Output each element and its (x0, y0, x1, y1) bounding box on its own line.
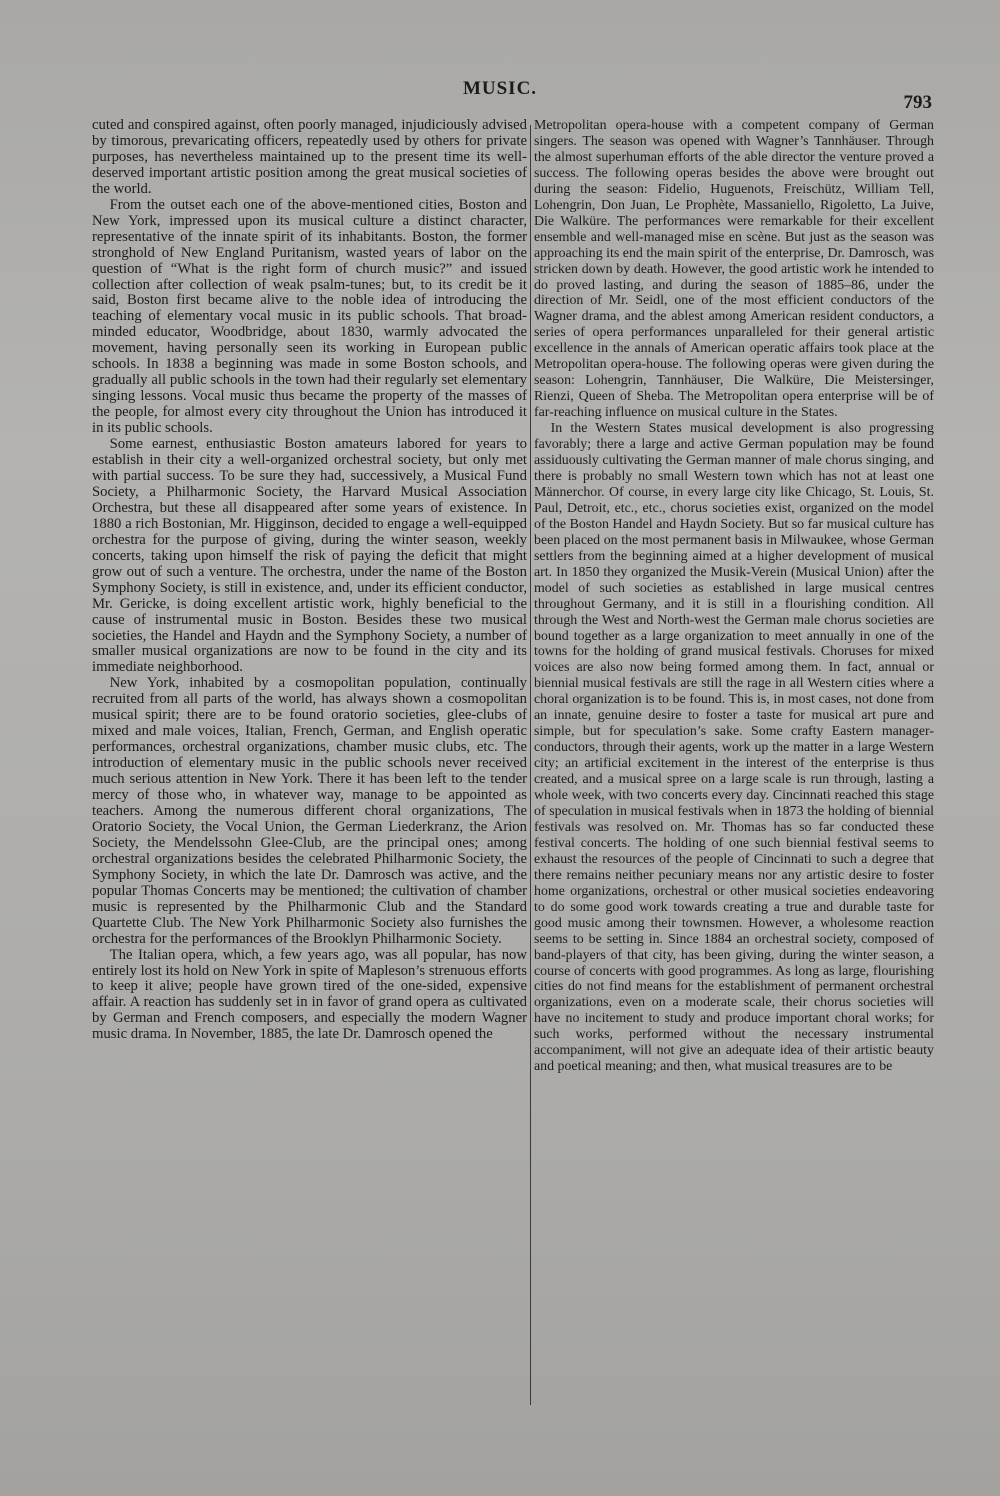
paragraph: Metropolitan opera-house with a competent company of German singers. The season was opened with Wagner’s Tannhäuser. Through the almost superhuman efforts of the able director the venture proved a success. The following operas besides the above were brought out during the season: Fidelio, Huguenots, Freischütz, William Tell, Lohengrin, Don Juan, Le Prophète, Massaniello, Rigoletto, La Juive, Die Walküre. The performances were remarkable for their excellent ensemble and well-managed mise en scène. But just as the season was approaching its end the main spirit of the enterprise, Dr. Damrosch, was stricken down by death. However, the good artistic work he intended to do proved lasting, and during the season of 1885–86, under the direction of Mr. Seidl, one of the most efficient conductors of the Wagner drama, and the ablest among American resident conductors, a series of opera performances unparalleled for their general artistic excellence in the annals of American operatic affairs took place at the Metropolitan opera-house. The following operas were given during the season: Lohengrin, Tannhäuser, Die Walküre, Die Meistersinger, Rienzi, Queen of Sheba. The Metropolitan opera enterprise will be of far-reaching influence on musical culture in the States. (534, 118, 934, 421)
page-number: 793 (903, 92, 932, 113)
column-divider (530, 125, 531, 1405)
right-column (534, 118, 934, 1075)
paragraph: From the outset each one of the above-mentioned cities, Boston and New York, impressed upon its musical culture a distinct character, representative of the innate spirit of its inhabitants. Boston, the former stronghold of New England Puritanism, wasted years of labor on the question of “What is the right form of church music?” and issued collection after collection of weak psalm-tunes; but, to its credit be it said, Boston first became alive to the noble idea of introducing the teaching of elementary vocal music in its public schools. That broad-minded educator, Woodbridge, about 1830, warmly advocated the movement, having personally seen its working in European public schools. In 1838 a beginning was made in some Boston schools, and gradually all public schools in the town had their regularly set elementary singing lessons. Vocal music thus became the property of the masses of the people, for almost every city throughout the Union has introduced it in its public schools. (92, 196, 527, 437)
paragraph: Some earnest, enthusiastic Boston amateurs labored for years to establish in their city a well-organized orchestral society, but only met with partial success. To be sure they had, successively, a Musical Fund Society, a Philharmonic Society, the Harvard Musical Association Orchestra, but these all disappeared after some years of existence. In 1880 a rich Bostonian, Mr. Higginson, decided to engage a well-equipped orchestra for the purpose of giving, during the winter season, weekly concerts, taking upon himself the risk of paying the deficit that might grow out of such a venture. The orchestra, under the name of the Boston Symphony Society, is still in existence, and, under its efficient conductor, Mr. Gericke, is doing excellent artistic work, highly beneficial to the cause of instrumental music in Boston. Besides these two musical societies, the Handel and Haydn and the Symphony Society, a number of smaller musical organizations are now to be found in the city and its immediate neighborhood. (92, 436, 527, 676)
paragraph: New York, inhabited by a cosmopolitan population, continually recruited from all parts of the world, has always shown a cosmopolitan musical spirit; there are to be found oratorio societies, glee-clubs of mixed and male voices, Italian, French, German, and English operatic performances, orchestral organizations, chamber music clubs, etc. The introduction of elementary music in the public schools never received much serious attention in New York. There it has been left to the tender mercy of those who, in whatever way, manage to be appointed as teachers. Among the numerous different choral organizations, The Oratorio Society, the Vocal Union, the German Liederkranz, the Arion Society, the Mendelssohn Glee-Club, are the principal ones; among orchestral organizations besides the celebrated Philharmonic Society, the Symphony Society, in which the late Dr. Damrosch was active, and the popular Thomas Concerts may be mentioned; the cultivation of chamber music is represented by the Philharmonic Club and the Standard Quartette Club. The New York Philharmonic Society also furnishes the orchestra for the performances of the Brooklyn Philharmonic Society. (92, 675, 527, 947)
paragraph: The Italian opera, which, a few years ago, was all popular, has now entirely lost its hold on New York in spite of Mapleson’s strenuous efforts to keep it alive; people have grown tired of the one-sided, expensive affair. A reaction has suddenly set in in favor of grand opera as cultivated by German and French composers, and especially the modern Wagner music drama. In November, 1885, the late Dr. Damrosch opened the (92, 946, 527, 1043)
running-head: MUSIC. (462, 78, 538, 99)
paragraph: In the Western States musical development is also progressing favorably; there a large and active German population may be found assiduously cultivating the German manner of male chorus singing, and there is probably no small Western town which has not at least one Männerchor. Of course, in every large city like Chicago, St. Louis, St. Paul, Detroit, etc., etc., chorus societies exist, organized on the model of the Boston Handel and Haydn Society. But so far musical culture has been placed on the most permanent basis in Milwaukee, whose German settlers from the beginning aimed at a higher development of musical art. In 1850 they organized the Musik-Verein (Musical Union) after the model of such societies as established in large musical centres throughout Germany, and it is still in a flourishing condition. All through the West and North-west the German male chorus societies are bound together as a large organization to meet annually in one of the towns for the holding of grand musical festivals. Choruses for mixed voices are also now being formed among them. In fact, annual or biennial musical festivals are still the rage in all Western cities where a choral organization is to be found. This is, in most cases, not done from an innate, genuine desire to foster a taste for musical art pure and simple, but for speculation’s sake. Some crafty Eastern manager-conductors, through their agents, work up the matter in a large Western city; an artificial excitement in the interest of the enterprise is thus created, and a musical spree on a large scale is run through, lasting a whole week, with two concerts every day. Cincinnati reached this stage of speculation in musical festivals when in 1873 the holding of biennial festivals was resolved on. Mr. Thomas has so far conducted these festival concerts. The holding of one such biennial festival seems to exhaust the resources of the people of Cincinnati to such a degree that there remains neither pecuniary means nor any artistic desire to foster home organizations, orchestral or other musical societies endeavoring to do some good work towards creating a true and durable taste for good music among their townsmen. However, a wholesome reaction seems to be setting in. Since 1884 an orchestral society, composed of band-players of that city, has been giving, during the winter season, a course of concerts with good programmes. As long as large, flourishing cities do not find means for the establishment of permanent orchestral organizations, even on a moderate scale, their chorus societies will have no incitement to study and produce important choral works; for such works, performed without the necessary instrumental accompaniment, will not give an adequate idea of their artistic beauty and poetical meaning; and then, what musical treasures are to be (534, 421, 934, 1075)
page-header (0, 78, 1000, 113)
paragraph: cuted and conspired against, often poorly managed, injudiciously advised by timorous, prevaricating officers, repeatedly used by others for private purposes, has nevertheless maintained up to the present time its well-deserved important artistic position among the great musical societies of the world. (92, 117, 527, 197)
left-column (92, 118, 527, 1043)
